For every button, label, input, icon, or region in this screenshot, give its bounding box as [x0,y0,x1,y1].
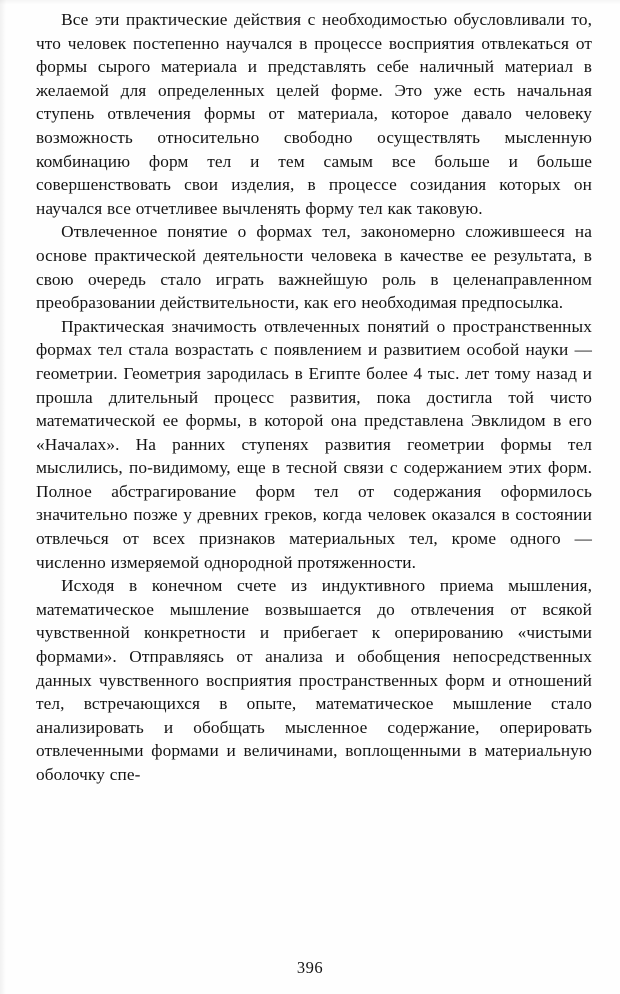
paragraph: Исходя в конечном счете из индуктивного приема мышления, математическое мышление возвышается до отвлечения от всякой чувственной конкретности и прибегает к оперированию «чистыми формами». Отправляясь от анализа и обобщения непосредственных данных чувственного восприятия пространственных форм и отношений тел, встречающихся в опыте, математическое мышление стало анализировать и обобщать мысленное содержание, оперировать отвлеченными формами и величинами, воплощенными в материальную оболочку спе- [36,576,592,784]
page-number: 396 [296,958,324,977]
paragraph: Все эти практические действия с необходимостью обусловливали то, что человек постепенно научался в процессе восприятия отвлекаться от формы сырого материала и представлять себе наличный материал в желаемой для определенных целей форме. Это уже есть начальная ступень отвлечения формы от материала, которое давало человеку возможность относительно свободно осуществлять мысленную комбинацию форм тел и тем самым все больше и больше совершенствовать свои изделия, в процессе созидания которых он научался все отчетливее вычленять форму тел как таковую. [36,10,592,218]
paragraph: Практическая значимость отвлеченных понятий о пространственных формах тел стала возрастать с появлением и развитием особой науки — геометрии. Геометрия зародилась в Египте более 4 тыс. лет тому назад и прошла длительный процесс развития, пока достигла той чисто математической ее формы, в которой она представлена Эвклидом в его «Началах». На ранних ступенях развития геометрии формы тел мыслились, по-видимому, еще в тесной связи с содержанием этих форм. Полное абстрагирование форм тел от содержания оформилось значительно позже у древних греков, когда человек оказался в состоянии отвлечься от всех признаков материальных тел, кроме одного — численно измеряемой однородной протяженности. [36,316,592,572]
scan-edge-top [0,0,620,5]
page-body [36,8,592,787]
paragraph: Отвлеченное понятие о формах тел, закономерно сложившееся на основе практической деятельности человека в качестве ее результата, в свою очередь стало играть важнейшую роль в целенаправленном преобразовании действительности, как его необходимая предпосылка. [36,222,592,313]
scan-edge-left [0,0,6,994]
